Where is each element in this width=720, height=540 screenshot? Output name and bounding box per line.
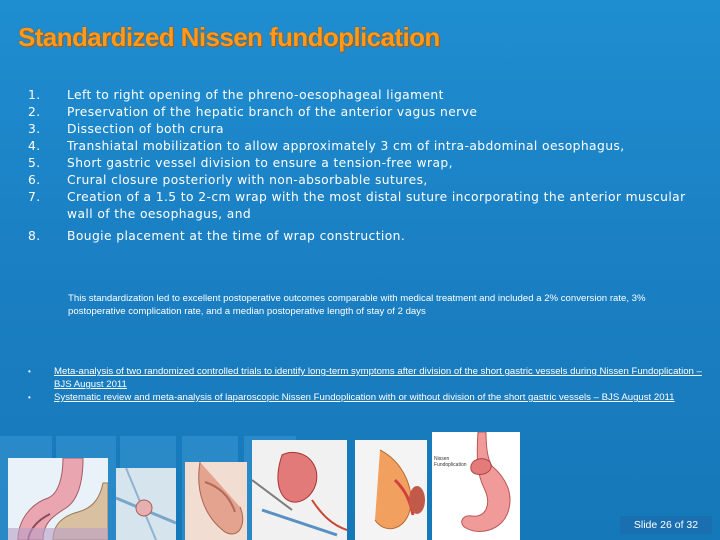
figure-label: Nissen Fundoplication: [434, 456, 467, 468]
step-item: [28, 189, 708, 223]
step-number: 6.: [28, 173, 41, 187]
step-text: Creation of a 1.5 to 2-cm wrap with the most distal suture incorporating the anterior muscular wall of the oesophagus, and: [67, 190, 686, 221]
step-number: 7.: [28, 190, 41, 204]
reference-item: [28, 391, 708, 404]
slide-number: Slide 26 of 32: [620, 516, 712, 534]
nissen-fundoplication-illustration: [432, 432, 520, 540]
step-item: [28, 155, 708, 172]
step-item: [28, 104, 708, 121]
step-number: 2.: [28, 105, 41, 119]
reference-link[interactable]: Systematic review and meta-analysis of laparoscopic Nissen Fundoplication with or without division of the short gastric vessels – BJS August 2011: [54, 392, 675, 403]
step-number: 4.: [28, 139, 41, 153]
laparoscopy-illustration: [116, 468, 176, 540]
outcome-summary: This standardization led to excellent postoperative outcomes comparable with medical treatment and included a 2% conversion rate, 3% postoperative complication rate, and a median postoperative length of stay of 2 days: [68, 293, 646, 317]
step-text: Transhiatal mobilization to allow approximately 3 cm of intra-abdominal oesophagus,: [67, 139, 625, 153]
short-gastric-vessels-illustration: [355, 440, 427, 540]
step-number: 1.: [28, 88, 41, 102]
step-item: [28, 87, 708, 104]
reference-link[interactable]: Meta-analysis of two randomized controlled trials to identify long-term symptoms after division of the short gastric vessels during Nissen Fundoplication – BJS August 2011: [54, 366, 702, 390]
step-text: Dissection of both crura: [67, 122, 224, 136]
step-text: Short gastric vessel division to ensure a tension-free wrap,: [67, 156, 453, 170]
reference-item: [28, 365, 708, 391]
bullet-icon: •: [28, 367, 31, 376]
stomach-wrap-illustration: [185, 462, 247, 540]
step-text: Crural closure posteriorly with non-absorbable sutures,: [67, 173, 428, 187]
references-list: [28, 365, 708, 404]
step-item: [28, 172, 708, 189]
step-number: 8.: [28, 229, 41, 243]
procedure-steps-list: [28, 87, 708, 245]
step-text: Preservation of the hepatic branch of the anterior vagus nerve: [67, 105, 478, 119]
step-text: Bougie placement at the time of wrap construction.: [67, 229, 406, 243]
step-text: Left to right opening of the phreno-oesophageal ligament: [67, 88, 444, 102]
step-item: [28, 228, 708, 245]
step-number: 3.: [28, 122, 41, 136]
oesophagus-illustration: [8, 458, 108, 540]
step-item: [28, 138, 708, 155]
bullet-icon: •: [28, 393, 31, 402]
step-number: 5.: [28, 156, 41, 170]
step-item: [28, 121, 708, 138]
crural-closure-illustration: [252, 440, 347, 540]
slide-title: Standardized Nissen fundoplication: [18, 22, 440, 52]
